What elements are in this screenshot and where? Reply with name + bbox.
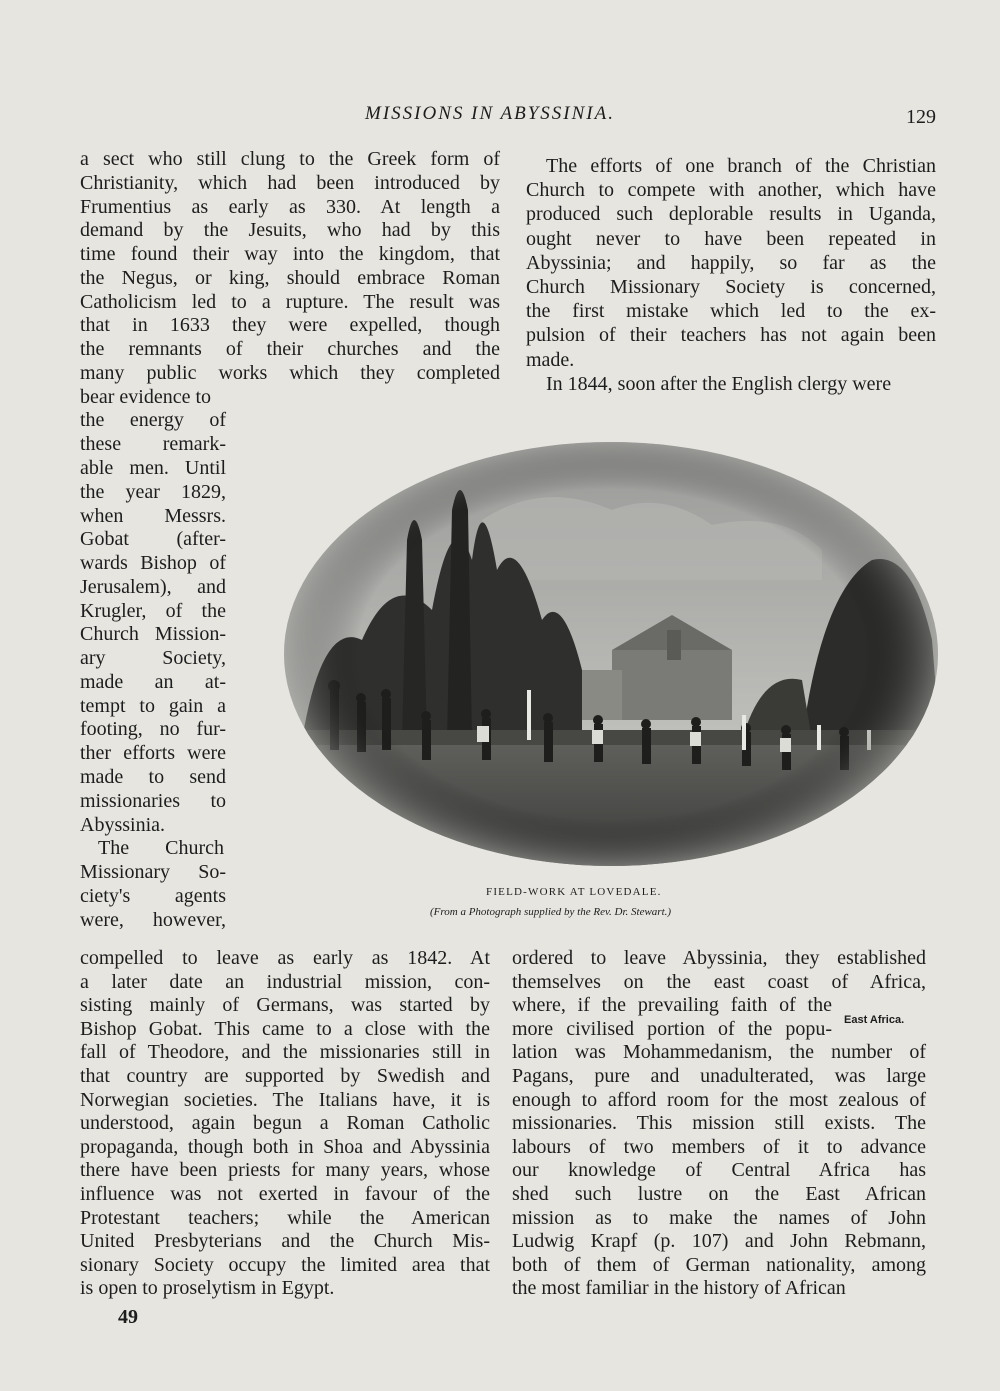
text-line: ther efforts were [80, 742, 226, 765]
text-line: when Messrs. [80, 504, 226, 527]
text-line: lation was Mohammedanism, the number of [512, 1041, 926, 1064]
text-line: the Negus, or king, should embrace Roman [80, 266, 500, 289]
text-line: propaganda, though both in Shoa and Abyssinia [80, 1135, 490, 1158]
text-line: demand by the Jesuits, who had by this [80, 219, 500, 242]
text-line: ought never to have been repeated in [526, 227, 936, 250]
running-title: MISSIONS IN ABYSSINIA. [365, 103, 615, 124]
text-line: Christianity, which had been introduced by [80, 171, 500, 194]
text-line: produced such deplorable results in Uganda, [526, 203, 936, 226]
text-line: both of them of German nationality, among [512, 1253, 926, 1276]
text-line: mission as to make the names of John [512, 1206, 926, 1229]
text-line: the most familiar in the history of African [512, 1277, 846, 1300]
text-line: influence was not exerted in favour of the [80, 1183, 490, 1205]
text-line: Missionary So- [80, 861, 226, 884]
text-line: Church Missionary Society is concerned, [526, 276, 936, 298]
text-line: Ludwig Krapf (p. 107) and John Rebmann, [512, 1230, 926, 1253]
text-line: time found their way into the kingdom, that [80, 243, 500, 266]
text-line: understood, again begun a Roman Catholic [80, 1112, 490, 1135]
text-line: Frumentius as early as 330. At length a [80, 195, 500, 218]
text-line: our knowledge of Central Africa has [512, 1159, 926, 1182]
text-line: labours of two members of it to advance [512, 1135, 926, 1158]
text-line: the remnants of their churches and the [80, 338, 500, 361]
text-line: In 1844, soon after the English clergy were [546, 372, 892, 395]
text-line: Norwegian societies. The Italians have, it is [80, 1088, 490, 1111]
text-line: sisting mainly of Germans, was started by [80, 994, 490, 1017]
text-line: made to send [80, 766, 226, 789]
text-line: missionaries to [80, 789, 226, 812]
page-number: 129 [906, 106, 936, 128]
text-line: the energy of [80, 409, 226, 432]
text-line: enough to afford room for the most zealous of [512, 1088, 926, 1111]
text-line: fall of Theodore, and the missionaries still in [80, 1041, 490, 1064]
text-line: Protestant teachers; while the American [80, 1206, 490, 1229]
text-line: ary Society, [80, 647, 226, 670]
text-line: Church to compete with another, which have [526, 179, 936, 202]
text-line: that country are supported by Swedish and [80, 1065, 490, 1087]
text-line: able men. Until [80, 457, 226, 479]
text-line: Bishop Gobat. This came to a close with the [80, 1017, 490, 1040]
text-line: more civilised portion of the popu- [512, 1017, 832, 1040]
text-line: pulsion of their teachers has not again been [526, 324, 936, 347]
text-line: The Church [98, 837, 224, 860]
field-work-photograph [282, 440, 940, 868]
text-line: the year 1829, [80, 480, 226, 503]
text-line: United Presbyterians and the Church Mis- [80, 1230, 490, 1253]
text-line: Abyssinia. [80, 813, 165, 836]
text-line: Gobat (after- [80, 528, 226, 551]
text-line: these remark- [80, 433, 226, 456]
figure-caption-credit: (From a Photograph supplied by the Rev. Dr. Stewart.) [430, 906, 672, 918]
text-line: a sect who still clung to the Greek form of [80, 148, 500, 170]
text-line: Abyssinia; and happily, so far as the [526, 251, 936, 274]
text-line: shed such lustre on the East African [512, 1183, 926, 1205]
signature-mark: 49 [118, 1306, 138, 1328]
text-line: footing, no fur- [80, 718, 226, 741]
margin-sidenote: East Africa. [844, 1014, 905, 1026]
text-line: themselves on the east coast of Africa, [512, 970, 926, 993]
text-line: were, however, [80, 908, 226, 931]
text-line: Krugler, of the [80, 599, 226, 622]
text-line: the first mistake which led to the ex- [526, 300, 936, 323]
text-line: there have been priests for many years, whose [80, 1159, 490, 1182]
text-line: Jerusalem), and [80, 575, 226, 598]
text-line: made. [526, 348, 575, 371]
text-line: made an at- [80, 670, 226, 693]
text-line: is open to proselytism in Egypt. [80, 1277, 335, 1300]
text-line: ciety's agents [80, 884, 226, 907]
text-line: missionaries. This mission still exists. The [512, 1112, 926, 1135]
figure-caption-title: FIELD-WORK AT LOVEDALE. [486, 886, 662, 898]
text-line: many public works which they completed [80, 361, 500, 384]
text-line: Catholicism led to a rupture. The result was [80, 290, 500, 313]
text-line: ordered to leave Abyssinia, they established [512, 947, 926, 969]
text-line: The efforts of one branch of the Christian [546, 155, 936, 177]
text-line: compelled to leave as early as 1842. At [80, 947, 490, 969]
text-line: that in 1633 they were expelled, though [80, 314, 500, 337]
text-line: Church Mission- [80, 623, 226, 646]
text-line: wards Bishop of [80, 552, 226, 575]
text-line: where, if the prevailing faith of the [512, 994, 832, 1017]
text-line: bear evidence to [80, 385, 212, 408]
text-line: Pagans, pure and unadulterated, was large [512, 1065, 926, 1087]
text-line: a later date an industrial mission, con- [80, 970, 490, 993]
text-line: tempt to gain a [80, 694, 226, 717]
text-line: sionary Society occupy the limited area that [80, 1253, 490, 1276]
